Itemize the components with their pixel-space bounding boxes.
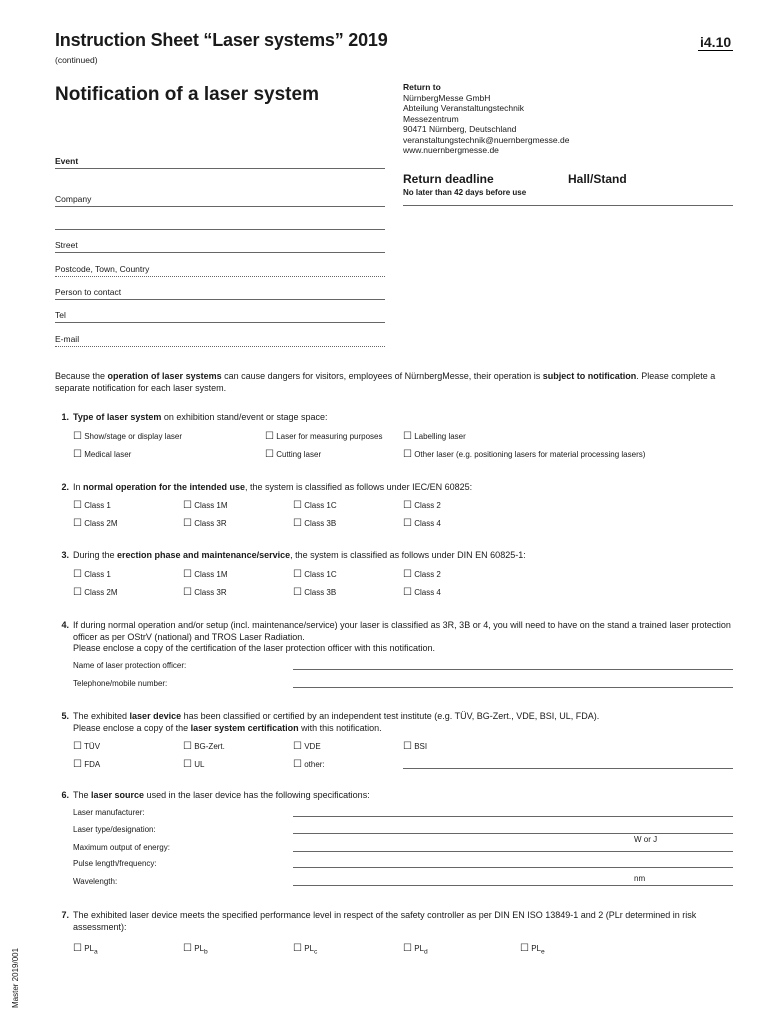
street-field[interactable]: Street bbox=[55, 240, 385, 253]
checkbox-erection-class-1c[interactable]: ☐ Class 1C bbox=[293, 569, 337, 580]
return-line: www.nuernbergmesse.de bbox=[403, 145, 499, 155]
checkbox-show-laser[interactable]: ☐ Show/stage or display laser bbox=[73, 431, 183, 442]
return-line: 90471 Nürnberg, Deutschland bbox=[403, 124, 517, 134]
continued-note: (continued) bbox=[55, 55, 98, 65]
laser-type-input[interactable] bbox=[293, 833, 733, 834]
checkbox-erection-class-3b[interactable]: ☐ Class 3B bbox=[293, 587, 337, 598]
checkbox-fda[interactable]: ☐ FDA bbox=[73, 759, 101, 770]
officer-name-input[interactable] bbox=[293, 669, 733, 670]
contact-person-field[interactable]: Person to contact bbox=[55, 287, 385, 300]
checkbox-other-laser[interactable]: ☐ Other laser (e.g. positioning lasers for material processing lasers) bbox=[403, 449, 646, 460]
checkbox-bg-zert[interactable]: ☐ BG-Zert. bbox=[183, 741, 225, 752]
intro-paragraph: Because the operation of laser systems can cause dangers for visitors, employees of NürnbergMesse, their operation is subject to notification. Please complete a separate notification for each laser system. bbox=[55, 371, 716, 393]
deadline-note: No later than 42 days before use bbox=[403, 188, 527, 197]
laser-type-label: Laser type/designation: bbox=[73, 825, 156, 834]
postcode-field[interactable]: Postcode, Town, Country bbox=[55, 264, 385, 277]
checkbox-erection-class-3r[interactable]: ☐ Class 3R bbox=[183, 587, 227, 598]
deadline-rule bbox=[403, 205, 733, 206]
question-4-paragraph: If during normal operation and/or setup (incl. maintenance/service) your laser is classified as 3R, 3B or 4, you will need to have on the stand a trained laser protection officer as per OStrV (national) and TROS Laser Radiation. bbox=[73, 620, 731, 642]
wavelength-input[interactable] bbox=[293, 885, 733, 886]
checkbox-erection-class-1m[interactable]: ☐ Class 1M bbox=[183, 569, 228, 580]
return-to-label: Return to bbox=[403, 82, 441, 92]
pulse-length-label: Pulse length/frequency: bbox=[73, 859, 157, 868]
question-2-text: In normal operation for the intended use, the system is classified as follows under IEC/EN 60825: bbox=[73, 482, 473, 492]
question-4-enclose-note: Please enclose a copy of the certification of the laser protection officer with this notification. bbox=[73, 643, 436, 653]
checkbox-normal-class-2m[interactable]: ☐ Class 2M bbox=[73, 518, 118, 529]
return-line: Messezentrum bbox=[403, 113, 459, 124]
checkbox-erection-class-2[interactable]: ☐ Class 2 bbox=[403, 569, 441, 580]
checkbox-pl-e[interactable]: ☐ $PL_e$ bbox=[520, 943, 545, 956]
master-version-note: Master 2019/001 bbox=[11, 947, 20, 1008]
wavelength-label: Wavelength: bbox=[73, 877, 118, 886]
checkbox-vde[interactable]: ☐ VDE bbox=[293, 741, 321, 752]
officer-phone-input[interactable] bbox=[293, 687, 733, 688]
pulse-length-input[interactable] bbox=[293, 867, 733, 868]
checkbox-pl-a[interactable]: ☐ $PL_a$ bbox=[73, 943, 98, 956]
checkbox-normal-class-4[interactable]: ☐ Class 4 bbox=[403, 518, 441, 529]
checkbox-bsi[interactable]: ☐ BSI bbox=[403, 741, 428, 752]
tel-field[interactable]: Tel bbox=[55, 310, 385, 323]
checkbox-erection-class-4[interactable]: ☐ Class 4 bbox=[403, 587, 441, 598]
sheet-code: i4.10 bbox=[700, 34, 732, 50]
max-output-label: Maximum output of energy: bbox=[73, 843, 170, 852]
form-title: Notification of a laser system bbox=[55, 84, 319, 105]
checkbox-normal-class-3r[interactable]: ☐ Class 3R bbox=[183, 518, 227, 529]
checkbox-erection-class-1[interactable]: ☐ Class 1 bbox=[73, 569, 111, 580]
checkbox-normal-class-1[interactable]: ☐ Class 1 bbox=[73, 500, 111, 511]
email-field[interactable]: E-mail bbox=[55, 334, 385, 347]
question-7-text: The exhibited laser device meets the specified performance level in respect of the safety controller as per DIN EN ISO 13849-1 and 2 (PLr determined in risk assessment): bbox=[73, 910, 697, 932]
code-underline bbox=[698, 50, 733, 51]
officer-phone-label: Telephone/mobile number: bbox=[73, 679, 168, 688]
question-number: 5. bbox=[61, 711, 69, 721]
checkbox-cutting-laser[interactable]: ☐ Cutting laser bbox=[265, 449, 322, 460]
return-deadline-label: Return deadline bbox=[403, 172, 494, 186]
laser-manufacturer-label: Laser manufacturer: bbox=[73, 808, 145, 817]
laser-manufacturer-input[interactable] bbox=[293, 816, 733, 817]
return-line: NürnbergMesse GmbH bbox=[403, 92, 491, 103]
question-number: 2. bbox=[61, 482, 69, 492]
event-field[interactable]: Event bbox=[55, 156, 385, 169]
question-4-text bbox=[73, 620, 735, 655]
hall-stand-label: Hall/Stand bbox=[568, 172, 627, 186]
question-number: 1. bbox=[61, 412, 69, 422]
question-6-text: The laser source used in the laser device has the following specifications: bbox=[73, 790, 370, 800]
question-5-text: The exhibited laser device has been classified or certified by an independent test institute (e.g. TÜV, BG-Zert., VDE, BSI, UL, FDA). Please enclose a copy of the laser system certification with this notification. bbox=[73, 711, 600, 733]
energy-unit: W or J bbox=[634, 835, 658, 844]
checkbox-normal-class-1c[interactable]: ☐ Class 1C bbox=[293, 500, 337, 511]
officer-name-label: Name of laser protection officer: bbox=[73, 661, 187, 670]
checkbox-normal-class-2[interactable]: ☐ Class 2 bbox=[403, 500, 441, 511]
company-field[interactable]: Company bbox=[55, 194, 385, 207]
company-extra-line[interactable] bbox=[55, 229, 385, 230]
checkbox-pl-b[interactable]: ☐ $PL_b$ bbox=[183, 943, 208, 956]
question-number: 3. bbox=[61, 550, 69, 560]
checkbox-tuv[interactable]: ☐ TÜV bbox=[73, 741, 101, 752]
return-address bbox=[403, 82, 569, 156]
checkbox-pl-d[interactable]: ☐ $PL_d$ bbox=[403, 943, 428, 956]
checkbox-ul[interactable]: ☐ UL bbox=[183, 759, 205, 770]
checkbox-medical-laser[interactable]: ☐ Medical laser bbox=[73, 449, 132, 460]
max-output-input[interactable] bbox=[293, 851, 733, 852]
checkbox-erection-class-2m[interactable]: ☐ Class 2M bbox=[73, 587, 118, 598]
checkbox-normal-class-1m[interactable]: ☐ Class 1M bbox=[183, 500, 228, 511]
return-line: veranstaltungstechnik@nuernbergmesse.de bbox=[403, 134, 570, 145]
question-number: 6. bbox=[61, 790, 69, 800]
checkbox-labelling-laser[interactable]: ☐ Labelling laser bbox=[403, 431, 466, 442]
question-1-text: Type of laser system on exhibition stand/event or stage space: bbox=[73, 412, 328, 422]
wavelength-unit: nm bbox=[634, 874, 646, 883]
checkbox-other-cert[interactable]: ☐ other: bbox=[293, 759, 325, 770]
checkbox-pl-c[interactable]: ☐ $PL_c$ bbox=[293, 943, 318, 956]
question-3-text: During the erection phase and maintenance/service, the system is classified as follows under DIN EN 60825-1: bbox=[73, 550, 526, 560]
other-cert-input[interactable] bbox=[403, 768, 733, 769]
checkbox-measuring-laser[interactable]: ☐ Laser for measuring purposes bbox=[265, 431, 383, 442]
question-number: 4. bbox=[61, 620, 69, 630]
checkbox-normal-class-3b[interactable]: ☐ Class 3B bbox=[293, 518, 337, 529]
return-line: Abteilung Veranstaltungstechnik bbox=[403, 103, 524, 113]
sheet-title: Instruction Sheet “Laser systems” 2019 bbox=[55, 30, 388, 50]
question-number: 7. bbox=[61, 910, 69, 920]
